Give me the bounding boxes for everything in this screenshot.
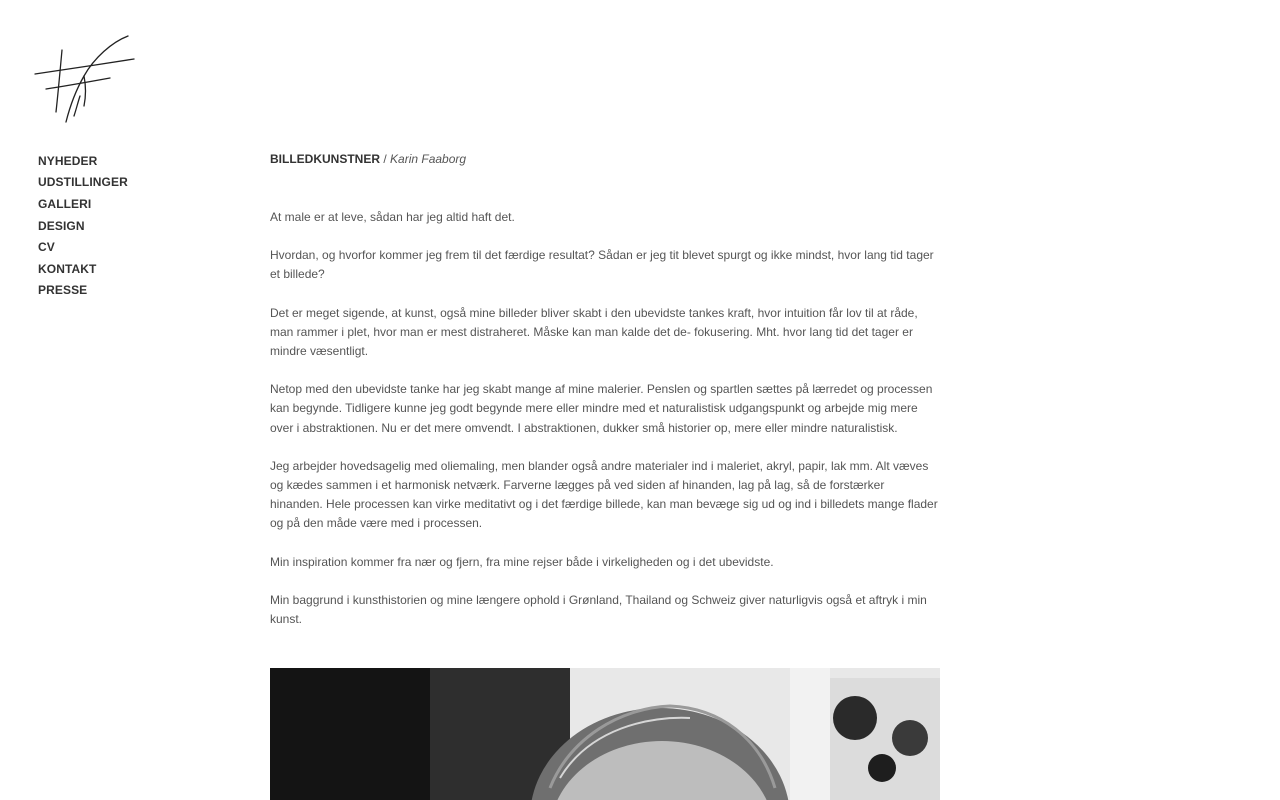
paragraph: Hvordan, og hvorfor kommer jeg frem til det færdige resultat? Sådan er jeg tit blevet spurgt og ikke mindst, hvor lang tid tager et billede? (270, 248, 934, 282)
paragraph: Netop med den ubevidste tanke har jeg skabt mange af mine malerier. Penslen og spartlen sættes på lærredet og processen kan begynde. Tidligere kunne jeg godt begynde mere eller mindre med et naturalistisk udgangspunkt og arbejde mig mere over i abstraktionen. Nu er det mere omvendt. I abstraktionen, dukker små historier op, mere eller mindre naturalistisk. (270, 382, 933, 435)
main-content (270, 150, 940, 648)
nav-link-galleri[interactable]: GALLERI (38, 196, 92, 211)
paragraph: Min baggrund i kunsthistorien og mine længere ophold i Grønland, Thailand og Schweiz giver naturligvis også et aftryk i min kunst. (270, 592, 927, 627)
page-author: Karin Faaborg (390, 152, 467, 166)
paragraph: Jeg arbejder hovedsagelig med oliemaling, men blander også andre materialer ind i maleriet, akryl, papir, lak mm. Alt væves og kædes sammen i et harmonisk netværk. Farverne lægges på ved siden af hinanden, lag på lag, så de forstærker hinanden. Hele processen kan virke meditativt og i det færdige billede, kan man bevæge sig ud og ind i billedets mange flader og på den måde være med i processen. (270, 458, 938, 531)
artist-portrait-photo (270, 668, 940, 800)
main-navigation (38, 150, 128, 301)
paragraph: Min inspiration kommer fra nær og fjern, fra mine rejser både i virkeligheden og i det ubevidste. (270, 554, 774, 569)
nav-item-galleri (38, 193, 128, 215)
nav-link-kontakt[interactable]: KONTAKT (38, 261, 97, 276)
page-title: BILLEDKUNSTNER (270, 152, 380, 166)
portrait-image (270, 668, 940, 800)
paragraph: Det er meget sigende, at kunst, også mine billeder bliver skabt i den ubevidste tankes kraft, hvor intuition får lov til at råde, man rammer i plet, hvor man er mest distraheret. Måske kan man kalde det de- fokusering. Mht. hvor lang tid det tager er mindre væsentligt. (270, 305, 918, 359)
heading-separator: / (383, 152, 387, 166)
nav-link-udstillinger[interactable]: UDSTILLINGER (38, 175, 128, 190)
nav-link-presse[interactable]: PRESSE (38, 283, 88, 298)
article-text (270, 208, 940, 629)
kf-monogram-icon (32, 32, 138, 126)
nav-item-udstillinger (38, 172, 128, 194)
nav-item-presse (38, 280, 128, 302)
nav-link-nyheder[interactable]: NYHEDER (38, 153, 98, 168)
nav-item-nyheder (38, 150, 128, 172)
nav-item-design (38, 215, 128, 237)
paragraph: At male er at leve, sådan har jeg altid haft det. (270, 210, 515, 224)
nav-link-design[interactable]: DESIGN (38, 218, 85, 233)
page-heading (270, 150, 940, 168)
nav-link-cv[interactable]: CV (38, 240, 55, 255)
logo[interactable] (32, 32, 138, 126)
nav-item-cv (38, 236, 128, 258)
nav-item-kontakt (38, 258, 128, 280)
